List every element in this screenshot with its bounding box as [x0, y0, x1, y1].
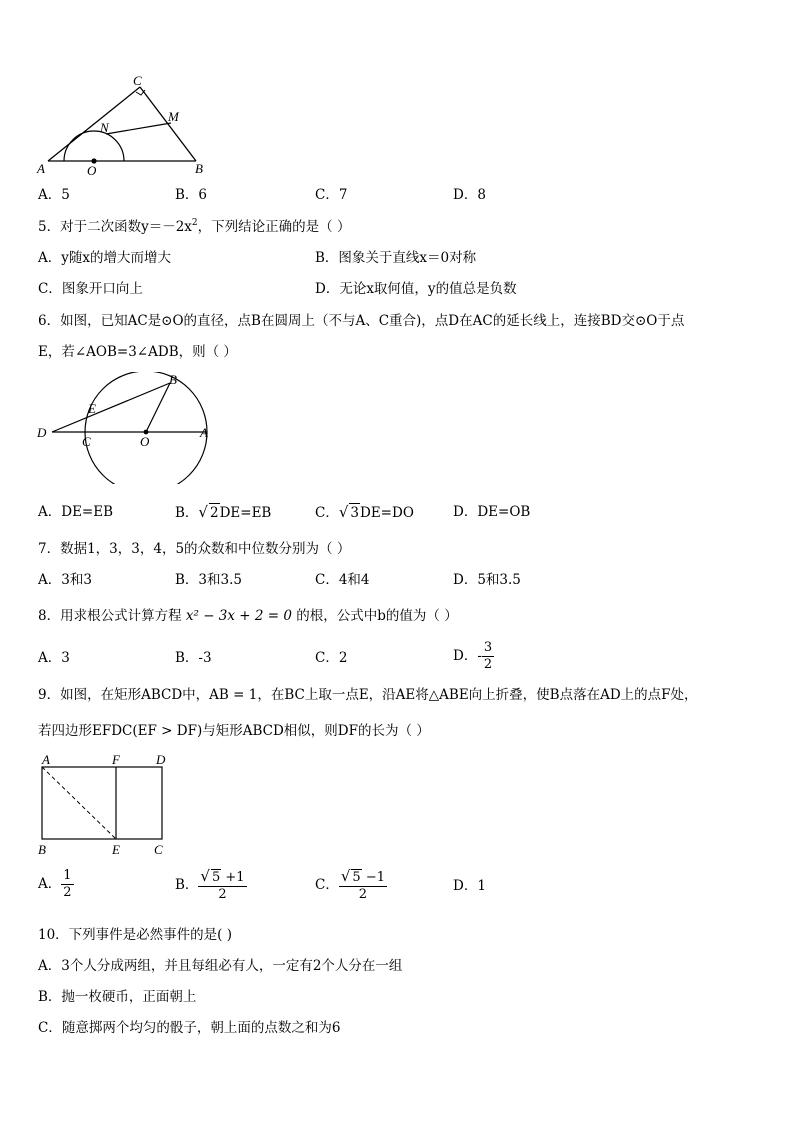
- q4-figure: [36, 72, 216, 180]
- q5-option-c[interactable]: C．图象开口向上: [38, 281, 143, 297]
- q5-stem: 5．对于二次函数$y=-2x^2$，下列结论正确的是（ ）: [38, 218, 351, 235]
- q8-option-a[interactable]: A．3: [38, 650, 70, 666]
- q10-option-a[interactable]: A．3个人分成两组，并且每组必有人，一定有2个人分在一组: [38, 958, 403, 974]
- q6-option-d[interactable]: D．DE=OB: [453, 504, 531, 520]
- q6-option-c[interactable]: C．√ 3DE=DO: [315, 503, 414, 521]
- segment-db: [52, 383, 170, 432]
- rectangle-abcd: [42, 767, 162, 839]
- label-d: D: [37, 425, 47, 440]
- q10-stem: 10．下列事件是必然事件的是( ): [38, 927, 233, 943]
- label-m: M: [168, 109, 179, 124]
- label-b: B: [195, 161, 203, 176]
- q7-option-c[interactable]: C．4和4: [315, 572, 370, 588]
- q6-stem-line2: E，若∠AOB=3∠ADB，则（ ）: [38, 344, 237, 360]
- q9-stem-line1: 9．如图，在矩形ABCD中，AB = 1，在BC上取一点E，沿AE将△ABE向上折叠，使B点落在AD上的点F处，: [38, 687, 698, 703]
- q9-figure: [34, 750, 174, 860]
- q8-stem: 8．用求根公式计算方程 x² − 3x + 2 = 0 的根，公式中b的值为（ ）: [38, 608, 458, 624]
- label-b: B: [169, 372, 177, 387]
- q9-option-a[interactable]: A． $\frac{1}{2}$: [38, 868, 72, 900]
- q9-stem-line2: 若四边形EFDC(EF > DF)与矩形ABCD相似，则DF的长为（ ）: [38, 723, 430, 739]
- label-o: O: [87, 163, 97, 178]
- q8-option-c[interactable]: C．2: [315, 650, 348, 666]
- q6-figure: [34, 372, 214, 484]
- segment-nm: [106, 123, 171, 134]
- label-n: N: [100, 120, 109, 135]
- segment-ob: [146, 383, 170, 432]
- q5-option-a[interactable]: A．y随x的增大而增大: [38, 250, 171, 266]
- q9-option-c[interactable]: C． $\frac{√ 5 -1}{2}$: [315, 867, 385, 902]
- q8-option-b[interactable]: B．-3: [175, 650, 212, 666]
- q4-option-b[interactable]: B．6: [175, 187, 208, 203]
- q6-option-b[interactable]: B．√ 2DE=EB: [175, 503, 272, 521]
- label-d: D: [156, 752, 166, 767]
- label-c: C: [133, 73, 142, 88]
- q4-option-a[interactable]: A．5: [38, 187, 70, 203]
- q8-option-d[interactable]: D．- $\frac{3}{2}$: [453, 640, 493, 672]
- q7-option-d[interactable]: D．5和3.5: [453, 572, 521, 588]
- label-e: E: [112, 842, 120, 857]
- q4-option-c[interactable]: C．7: [315, 187, 348, 203]
- segment-ac: [48, 87, 140, 161]
- label-a: A: [37, 161, 45, 176]
- q5-option-d[interactable]: D．无论x取何值，y的值总是负数: [315, 281, 517, 297]
- q9-option-d[interactable]: D．1: [453, 878, 486, 894]
- semicircle-o: [64, 131, 124, 161]
- q5-option-b[interactable]: B．图象关于直线x＝0对称: [315, 250, 477, 266]
- label-c: C: [154, 842, 163, 857]
- label-f: F: [112, 752, 120, 767]
- q10-option-b[interactable]: B．抛一枚硬币，正面朝上: [38, 989, 197, 1005]
- label-c: C: [82, 434, 91, 449]
- q8-equation: x² − 3x + 2 = 0: [185, 608, 292, 624]
- q6-option-a[interactable]: A．DE=EB: [38, 504, 114, 520]
- q9-option-b[interactable]: B． $\frac{√ 5 +1}{2}$: [175, 867, 245, 902]
- q6-stem-line1: 6．如图，已知AC是⊙O的直径，点B在圆周上（不与A、C重合)，点D在AC的延长线上，连接BD交⊙O于点: [38, 313, 685, 329]
- q4-option-d[interactable]: D．8: [453, 187, 486, 203]
- fold-line-ae: [42, 767, 116, 839]
- q10-option-c[interactable]: C．随意掷两个均匀的骰子，朝上面的点数之和为6: [38, 1020, 341, 1036]
- label-o: O: [140, 434, 150, 449]
- q7-option-b[interactable]: B．3和3.5: [175, 572, 242, 588]
- label-a: A: [200, 425, 208, 440]
- label-a: A: [42, 752, 50, 767]
- circle-o: [85, 372, 207, 484]
- label-b: B: [38, 842, 46, 857]
- q7-option-a[interactable]: A．3和3: [38, 572, 92, 588]
- q7-stem: 7．数据1，3，3，4，5的众数和中位数分别为（ ）: [38, 541, 351, 557]
- label-e: E: [88, 401, 96, 416]
